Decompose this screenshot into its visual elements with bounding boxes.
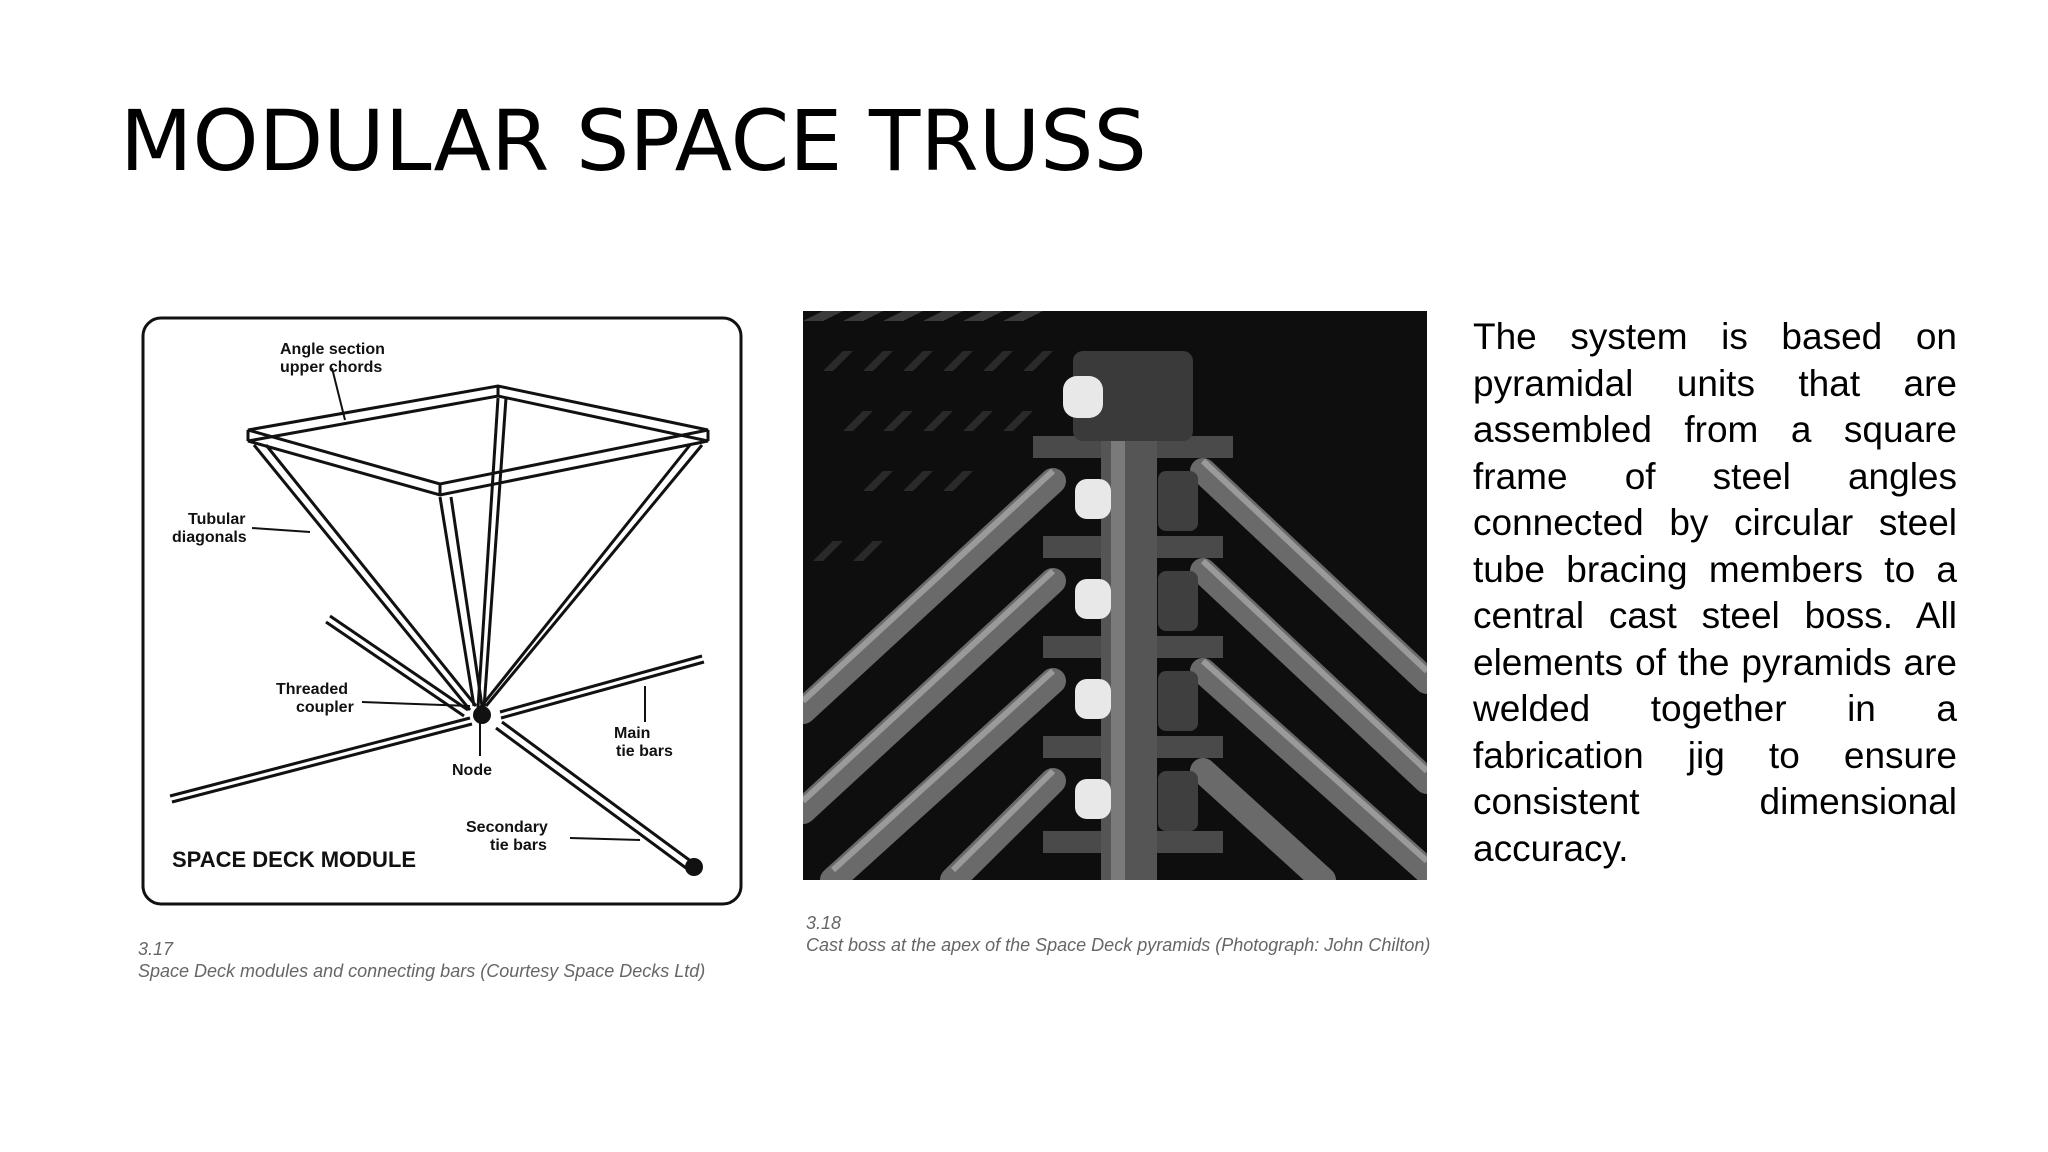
label-main-tie-bars: tie bars — [616, 743, 673, 760]
label-secondary: Secondary — [466, 819, 548, 836]
caption-text: Space Deck modules and connecting bars (Courtesy Space Decks Ltd) — [138, 961, 706, 981]
figure-3-18-caption — [806, 912, 1446, 956]
space-deck-module-diagram — [140, 310, 750, 910]
caption-text: Cast boss at the apex of the Space Deck pyramids (Photograph: John Chilton) — [806, 935, 1431, 955]
figure-3-17-caption — [138, 938, 758, 982]
label-angle-section: Angle section — [280, 341, 385, 358]
label-upper-chords: upper chords — [280, 359, 383, 376]
slide-title: MODULAR SPACE TRUSS — [120, 92, 1147, 190]
label-threaded: Threaded — [276, 681, 349, 698]
body-text: The system is based on pyramidal units that are assembled from a square frame of steel angles connected by circular steel tube bracing members to a central cast steel boss. All elements of the pyramids are welded together in a fabrication jig to ensure consistent dimensional accuracy. — [1473, 316, 1957, 869]
label-tubular: Tubular — [188, 511, 246, 528]
label-coupler: coupler — [296, 699, 354, 716]
label-diagonals: diagonals — [172, 529, 247, 546]
caption-number: 3.18 — [806, 913, 842, 933]
label-space-deck-module: SPACE DECK MODULE — [172, 847, 417, 872]
caption-number: 3.17 — [138, 939, 174, 959]
label-main: Main — [614, 725, 651, 742]
label-secondary-tie-bars: tie bars — [490, 837, 547, 854]
cast-boss-photo — [803, 311, 1427, 880]
label-node: Node — [452, 762, 492, 779]
